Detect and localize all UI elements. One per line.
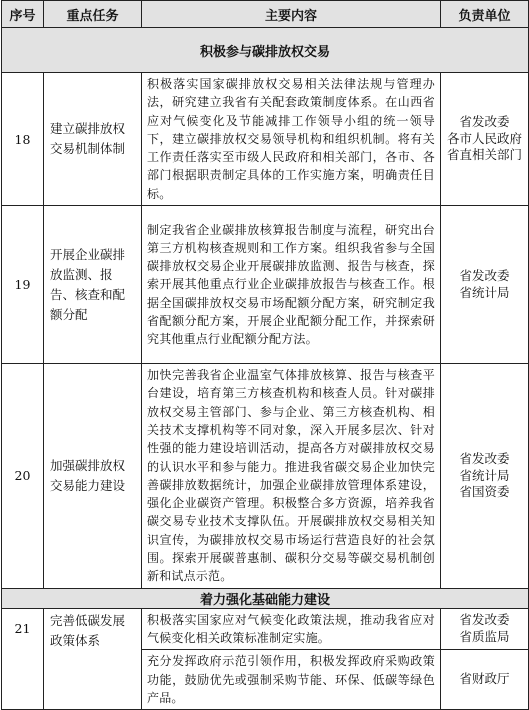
section-row: [2, 28, 529, 73]
unit-name: 省发改委: [459, 451, 510, 467]
unit-name: 省发改委: [459, 268, 510, 284]
row-task: 完善低碳发展政策体系: [44, 608, 142, 709]
unit-name: 各市人民政府: [446, 130, 522, 146]
row-units: [441, 364, 529, 589]
row-content: 充分发挥政府示范引领作用，积极发挥政府采购政策功能，鼓励优先或强制采购节能、环保、低碳等绿色产品。: [142, 650, 441, 710]
unit-name: 省发改委: [459, 114, 510, 130]
row-content: 积极落实国家应对气候变化政策法规，推动我省应对气候变化相关政策标准制定实施。: [142, 608, 441, 650]
row-units: [441, 608, 529, 650]
unit-name: 省质监局: [459, 628, 510, 644]
row-index: 19: [2, 206, 44, 364]
unit-name: 省直相关部门: [446, 147, 522, 163]
unit-name: 省统计局: [459, 467, 510, 483]
row-task: 开展企业碳排放监测、报告、核查和配额分配: [44, 206, 142, 364]
table-row: [2, 364, 529, 589]
unit-name: 省财政厅: [459, 671, 510, 687]
section-row: [2, 588, 529, 608]
row-units: [441, 73, 529, 206]
row-content: 积极落实国家碳排放权交易相关法律法规与管理办法，研究建立我省有关配套政策制度体系。在山西省应对气候变化及节能减排工作领导小组的统一领导下，建立碳排放权交易领导机构和组织机制。将有关工作责任落实至市级人民政府和相关部门，各市、各部门根据职责制定具体的工作实施方案，明确责任目标。: [142, 73, 441, 206]
row-index: 18: [2, 73, 44, 206]
unit-name: 省国资委: [459, 484, 510, 500]
section-title: 积极参与碳排放权交易: [2, 28, 529, 73]
row-task: 建立碳排放权交易机制体制: [44, 73, 142, 206]
header-index: 序号: [2, 1, 44, 28]
table-row: [2, 206, 529, 364]
table-row: [2, 73, 529, 206]
table-header-row: [2, 1, 529, 28]
unit-name: 省发改委: [459, 612, 510, 628]
header-task: 重点任务: [44, 1, 142, 28]
header-content: 主要内容: [142, 1, 441, 28]
key-tasks-table: [1, 0, 529, 710]
row-units: [441, 206, 529, 364]
row-index: 21: [2, 608, 44, 709]
header-unit: 负责单位: [441, 1, 529, 28]
row-content: 制定我省企业碳排放核算报告制度与流程，研究出台第三方机构核查规则和工作方案。组织我省参与全国碳排放权交易企业开展碳排放监测、报告与核查，探索开展其他重点行业企业碳排放报告与核查工作。根据全国碳排放权交易市场配额分配方案，研究制定我省配额分配方案，开展企业配额分配工作，并探索研究其他重点行业配额分配方法。: [142, 206, 441, 364]
row-index: 20: [2, 364, 44, 589]
row-task: 加强碳排放权交易能力建设: [44, 364, 142, 589]
table-row: [2, 608, 529, 650]
row-content: 加快完善我省企业温室气体排放核算、报告与核查平台建设，培育第三方核查机构和核查人员。针对碳排放权交易主管部门、参与企业、第三方核查机构、相关技术支撑机构等不同对象，深入开展多层次、针对性强的能力建设培训活动，提高各方对碳排放权交易的认识水平和参与能力。推进我省碳交易企业加快完善碳排放数据统计，加强企业碳排放管理体系建设，强化企业碳资产管理。积极整合多方资源，培养我省碳交易专业技术支撑队伍。开展碳排放权交易相关知识宣传，为碳排放权交易市场运行营造良好的社会氛围。探索开展碳普惠制、碳积分交易等碳交易机制创新和试点示范。: [142, 364, 441, 589]
unit-name: 省统计局: [459, 284, 510, 300]
row-units: [441, 650, 529, 710]
section-title: 着力强化基础能力建设: [2, 588, 529, 608]
